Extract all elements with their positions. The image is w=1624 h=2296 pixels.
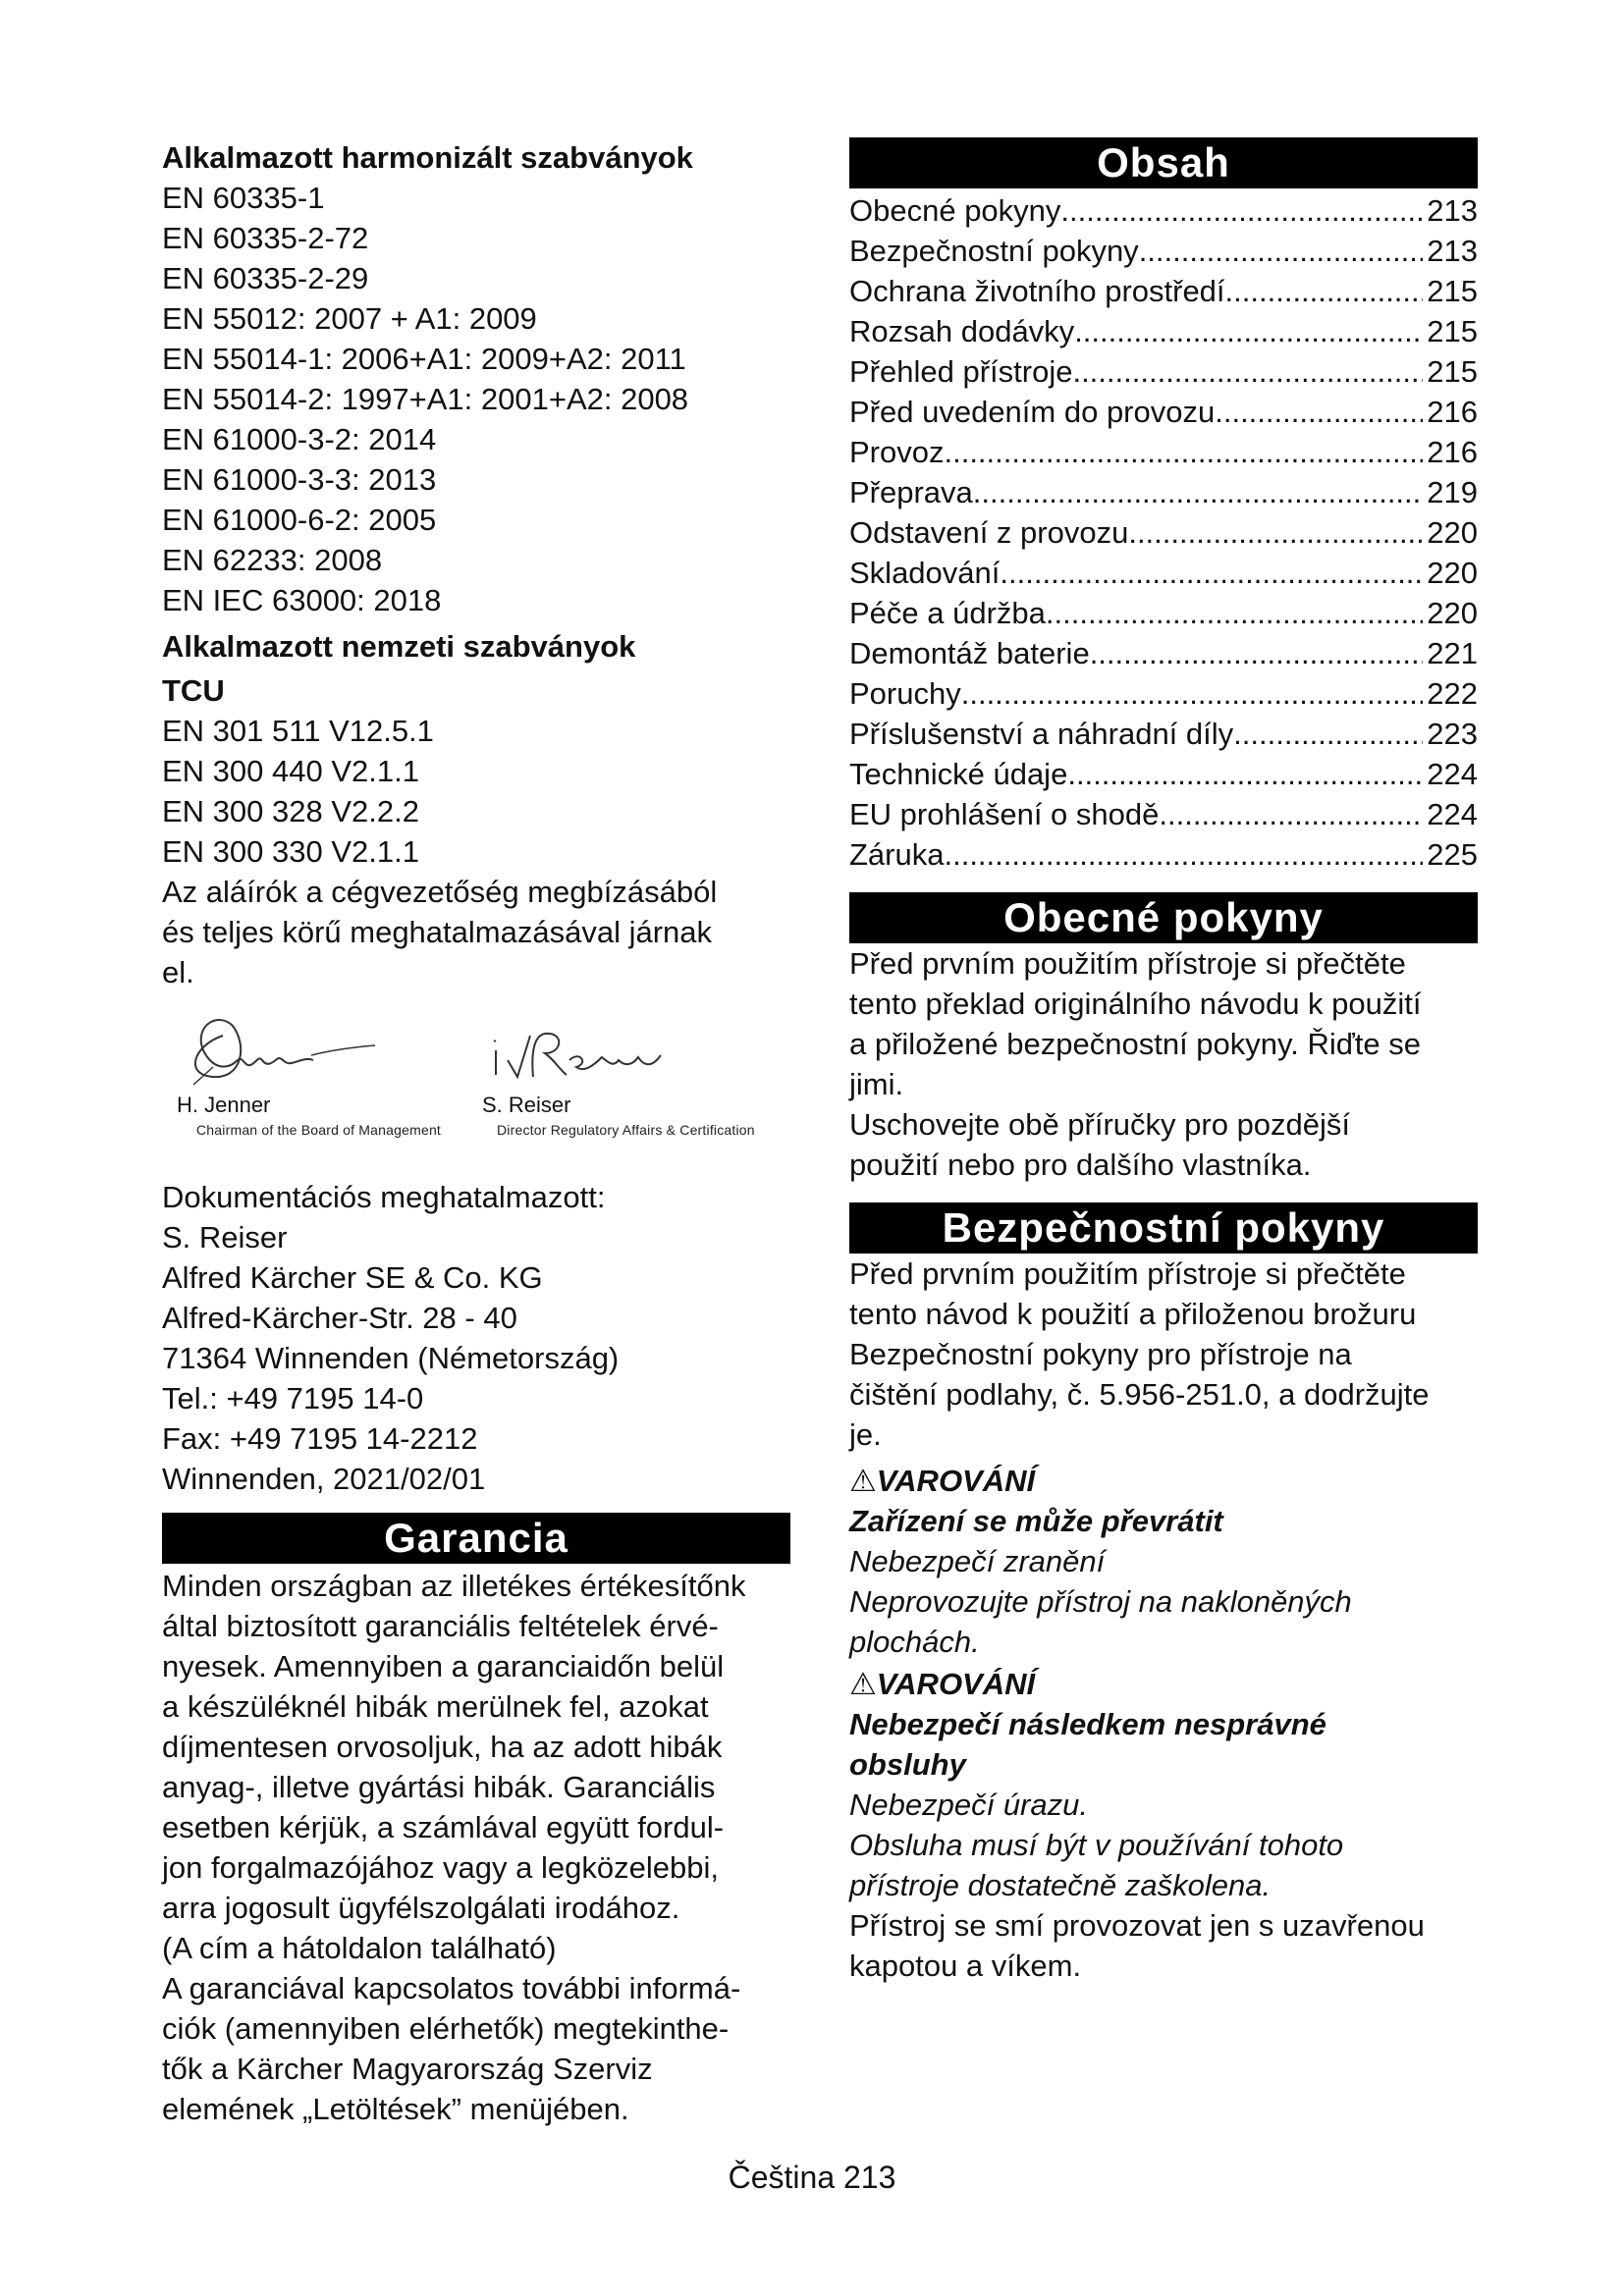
toc-row[interactable] <box>849 754 1478 794</box>
national-standard-item: EN 301 511 V12.5.1 <box>162 714 434 748</box>
toc-leader <box>1225 271 1424 311</box>
garancia-title: Garancia <box>162 1513 790 1564</box>
toc-leader <box>1128 512 1423 553</box>
closing-line: kapotou a víkem. <box>849 1949 1082 1983</box>
warning2-head-line: obsluhy <box>849 1747 966 1782</box>
standard-item: EN 61000-3-2: 2014 <box>162 422 437 456</box>
warning2 <box>849 1664 1478 1704</box>
toc-title: Obsah <box>849 137 1478 188</box>
standards-heading: Alkalmazott harmonizált szabványok <box>162 140 693 175</box>
standard-item: EN 55012: 2007 + A1: 2009 <box>162 301 537 336</box>
signature-reiser-icon <box>486 1006 722 1095</box>
toc-title: Bezpečnostní pokyny <box>849 234 1139 268</box>
toc-page: 220 <box>1427 556 1478 590</box>
signing-note <box>162 872 790 992</box>
toc-page: 224 <box>1427 757 1478 791</box>
toc-row[interactable] <box>849 834 1478 875</box>
left-column <box>162 137 790 2129</box>
toc-row[interactable] <box>849 432 1478 472</box>
standard-item: EN IEC 63000: 2018 <box>162 583 442 617</box>
signatory2-role: Director Regulatory Affairs & Certification <box>497 1122 755 1138</box>
signing-note-line: el. <box>162 955 194 989</box>
national-standard-item: EN 300 328 V2.2.2 <box>162 794 419 828</box>
toc-row[interactable] <box>849 714 1478 754</box>
standard-item: EN 62233: 2008 <box>162 543 383 577</box>
signatory1-name: H. Jenner <box>177 1093 271 1117</box>
toc-leader <box>1046 593 1423 633</box>
garancia-line: nyesek. Amennyiben a garanciaidőn belül <box>162 1649 725 1683</box>
garancia-line: Minden országban az illetékes értékesítőnk <box>162 1569 746 1603</box>
toc-page: 220 <box>1427 596 1478 630</box>
warning1-line: Nebezpečí zranění <box>849 1544 1106 1578</box>
toc-title: Záruka <box>849 837 945 872</box>
contact-line: Alfred-Kärcher-Str. 28 - 40 <box>162 1301 517 1335</box>
garancia-line: esetben kérjük, a számlával együtt fordul- <box>162 1810 725 1844</box>
toc-row[interactable] <box>849 472 1478 512</box>
toc-page: 224 <box>1427 797 1478 831</box>
garancia-line: által biztosított garanciális feltételek érvé- <box>162 1609 719 1643</box>
toc-row[interactable] <box>849 593 1478 633</box>
toc-page: 216 <box>1427 395 1478 429</box>
toc-title: Péče a údržba <box>849 596 1046 630</box>
toc-leader <box>1072 351 1423 392</box>
toc-page: 220 <box>1427 515 1478 550</box>
toc-row[interactable] <box>849 271 1478 311</box>
warning1-line: Neprovozujte přístroj na nakloněných <box>849 1584 1352 1619</box>
toc-page: 225 <box>1427 837 1478 872</box>
toc-leader <box>1090 633 1424 673</box>
toc-leader <box>1074 311 1423 351</box>
warning2-head <box>849 1704 1478 1785</box>
toc-row[interactable] <box>849 794 1478 834</box>
toc-row[interactable] <box>849 392 1478 432</box>
garancia-line: anyag-, illetve gyártási hibák. Garanciális <box>162 1770 716 1804</box>
garancia-line: (A cím a hátoldalon található) <box>162 1931 557 1965</box>
general-text <box>849 943 1478 1185</box>
page-footer: Čeština 213 <box>728 2160 896 2195</box>
toc-page: 215 <box>1427 314 1478 348</box>
general-line: použití nebo pro dalšího vlastníka. <box>849 1148 1312 1182</box>
toc-title: EU prohlášení o shodě <box>849 797 1160 831</box>
warning1 <box>849 1461 1478 1501</box>
standard-item: EN 55014-2: 1997+A1: 2001+A2: 2008 <box>162 382 689 416</box>
safety-line: je. <box>849 1417 882 1452</box>
toc-title: Odstavení z provozu <box>849 515 1129 550</box>
toc-title: Přehled přístroje <box>849 354 1073 389</box>
warning2-label: VAROVÁNÍ <box>876 1667 1036 1701</box>
toc-row[interactable] <box>849 311 1478 351</box>
toc-leader <box>1067 754 1423 794</box>
general-line: a přiložené bezpečnostní pokyny. Řiďte se <box>849 1027 1421 1061</box>
general-line: Před prvním použitím přístroje si přečtěte <box>849 946 1406 981</box>
warning2-line: Nebezpečí úrazu. <box>849 1788 1088 1822</box>
right-column <box>849 137 1478 1986</box>
national-standard-item: EN 300 330 V2.1.1 <box>162 834 419 869</box>
national-heading: Alkalmazott nemzeti szabványok <box>162 629 636 664</box>
toc-row[interactable] <box>849 673 1478 714</box>
warning1-lines <box>849 1541 1478 1662</box>
standard-item: EN 60335-2-29 <box>162 261 369 295</box>
garancia-line: díjmentesen orvosoljuk, ha az adott hibák <box>162 1730 723 1764</box>
standard-item: EN 55014-1: 2006+A1: 2009+A2: 2011 <box>162 342 686 376</box>
toc-row[interactable] <box>849 553 1478 593</box>
toc-leader <box>944 834 1423 875</box>
table-of-contents <box>849 190 1478 875</box>
garancia-line: ciók (amennyiben elérhetők) megtekinthe- <box>162 2011 730 2046</box>
general-line: jimi. <box>849 1067 904 1101</box>
toc-title: Rozsah dodávky <box>849 314 1075 348</box>
toc-row[interactable] <box>849 633 1478 673</box>
warning-triangle-icon: ⚠ <box>849 1667 877 1701</box>
contact-line: S. Reiser <box>162 1220 288 1255</box>
toc-page: 221 <box>1427 636 1478 670</box>
safety-line: čištění podlahy, č. 5.956-251.0, a dodržujte <box>849 1377 1430 1412</box>
safety-title: Bezpečnostní pokyny <box>849 1202 1478 1254</box>
safety-line: tento návod k použití a přiloženou brožuru <box>849 1297 1417 1331</box>
contact-line: Alfred Kärcher SE & Co. KG <box>162 1260 543 1295</box>
signatory1-role: Chairman of the Board of Management <box>196 1122 442 1138</box>
toc-title: Technické údaje <box>849 757 1068 791</box>
standard-item: EN 61000-3-3: 2013 <box>162 462 437 497</box>
closing-line: Přístroj se smí provozovat jen s uzavřenou <box>849 1908 1425 1943</box>
contact-block <box>162 1177 790 1499</box>
garancia-line: tők a Kärcher Magyarország Szerviz <box>162 2052 653 2086</box>
warning1-label: VAROVÁNÍ <box>876 1464 1036 1498</box>
safety-line: Bezpečnostní pokyny pro přístroje na <box>849 1337 1352 1371</box>
contact-line: Tel.: +49 7195 14-0 <box>162 1381 424 1415</box>
toc-title: Přeprava <box>849 475 973 509</box>
contact-line: Dokumentációs meghatalmazott: <box>162 1180 606 1214</box>
toc-title: Ochrana životního prostředí <box>849 274 1225 308</box>
garancia-text <box>162 1566 790 2129</box>
safety-text <box>849 1254 1478 1455</box>
toc-page: 215 <box>1427 274 1478 308</box>
tcu-label: TCU <box>162 673 225 708</box>
toc-leader <box>1060 190 1423 231</box>
toc-page: 219 <box>1427 475 1478 509</box>
toc-leader <box>1159 794 1423 834</box>
toc-leader <box>944 432 1423 472</box>
contact-line: Winnenden, 2021/02/01 <box>162 1462 486 1496</box>
garancia-line: a készüléknél hibák merülnek fel, azokat <box>162 1689 709 1724</box>
general-line: Uschovejte obě příručky pro pozdější <box>849 1107 1351 1142</box>
warning1-line: plochách. <box>849 1625 980 1659</box>
toc-title: Obecné pokyny <box>849 193 1061 228</box>
signing-note-line: és teljes körű meghatalmazásával járnak <box>162 915 712 949</box>
warning2-line: přístroje dostatečně zaškolena. <box>849 1868 1272 1902</box>
toc-page: 213 <box>1427 193 1478 228</box>
warning-triangle-icon: ⚠ <box>849 1464 877 1498</box>
toc-leader <box>961 673 1424 714</box>
toc-row[interactable] <box>849 190 1478 231</box>
national-standards-list <box>162 711 790 872</box>
toc-row[interactable] <box>849 231 1478 271</box>
general-line: tento překlad originálního návodu k použití <box>849 987 1422 1021</box>
toc-leader <box>1233 714 1423 754</box>
toc-leader <box>1139 231 1424 271</box>
toc-title: Poruchy <box>849 676 961 711</box>
standard-item: EN 60335-1 <box>162 181 325 215</box>
garancia-line: elemének „Letöltések” menüjében. <box>162 2092 629 2126</box>
toc-title: Skladování <box>849 556 1001 590</box>
toc-page: 222 <box>1427 676 1478 711</box>
signatures <box>162 1006 790 1163</box>
toc-page: 213 <box>1427 234 1478 268</box>
signatory2-name: S. Reiser <box>482 1093 571 1117</box>
safety-line: Před prvním použitím přístroje si přečtěte <box>849 1256 1406 1291</box>
standard-item: EN 61000-6-2: 2005 <box>162 503 437 537</box>
warning2-lines <box>849 1785 1478 1905</box>
toc-row[interactable] <box>849 351 1478 392</box>
contact-line: 71364 Winnenden (Németország) <box>162 1341 620 1375</box>
toc-page: 215 <box>1427 354 1478 389</box>
national-standard-item: EN 300 440 V2.1.1 <box>162 754 419 788</box>
toc-leader <box>1000 553 1423 593</box>
standards-list <box>162 178 790 620</box>
toc-title: Provoz <box>849 435 945 469</box>
signing-note-line: Az aláírók a cégvezetőség megbízásából <box>162 875 718 909</box>
warning2-line: Obsluha musí být v používání tohoto <box>849 1828 1344 1862</box>
closing-text <box>849 1905 1478 1986</box>
garancia-line: jon forgalmazójához vagy a legközelebbi, <box>162 1850 719 1885</box>
standard-item: EN 60335-2-72 <box>162 221 369 255</box>
toc-leader <box>973 472 1423 512</box>
toc-row[interactable] <box>849 512 1478 553</box>
warning1-head: Zařízení se může převrátit <box>849 1504 1223 1538</box>
warning2-head-line: Nebezpečí následkem nesprávné <box>849 1707 1326 1741</box>
toc-title: Demontáž baterie <box>849 636 1090 670</box>
toc-title: Příslušenství a náhradní díly <box>849 717 1234 751</box>
toc-page: 223 <box>1427 717 1478 751</box>
contact-line: Fax: +49 7195 14-2212 <box>162 1421 478 1456</box>
toc-page: 216 <box>1427 435 1478 469</box>
general-title: Obecné pokyny <box>849 892 1478 943</box>
toc-leader <box>1215 392 1423 432</box>
signature-jenner-icon <box>174 1006 409 1095</box>
garancia-line: A garanciával kapcsolatos további informá- <box>162 1971 741 2005</box>
toc-title: Před uvedením do provozu <box>849 395 1216 429</box>
garancia-line: arra jogosult ügyfélszolgálati irodához. <box>162 1891 680 1925</box>
